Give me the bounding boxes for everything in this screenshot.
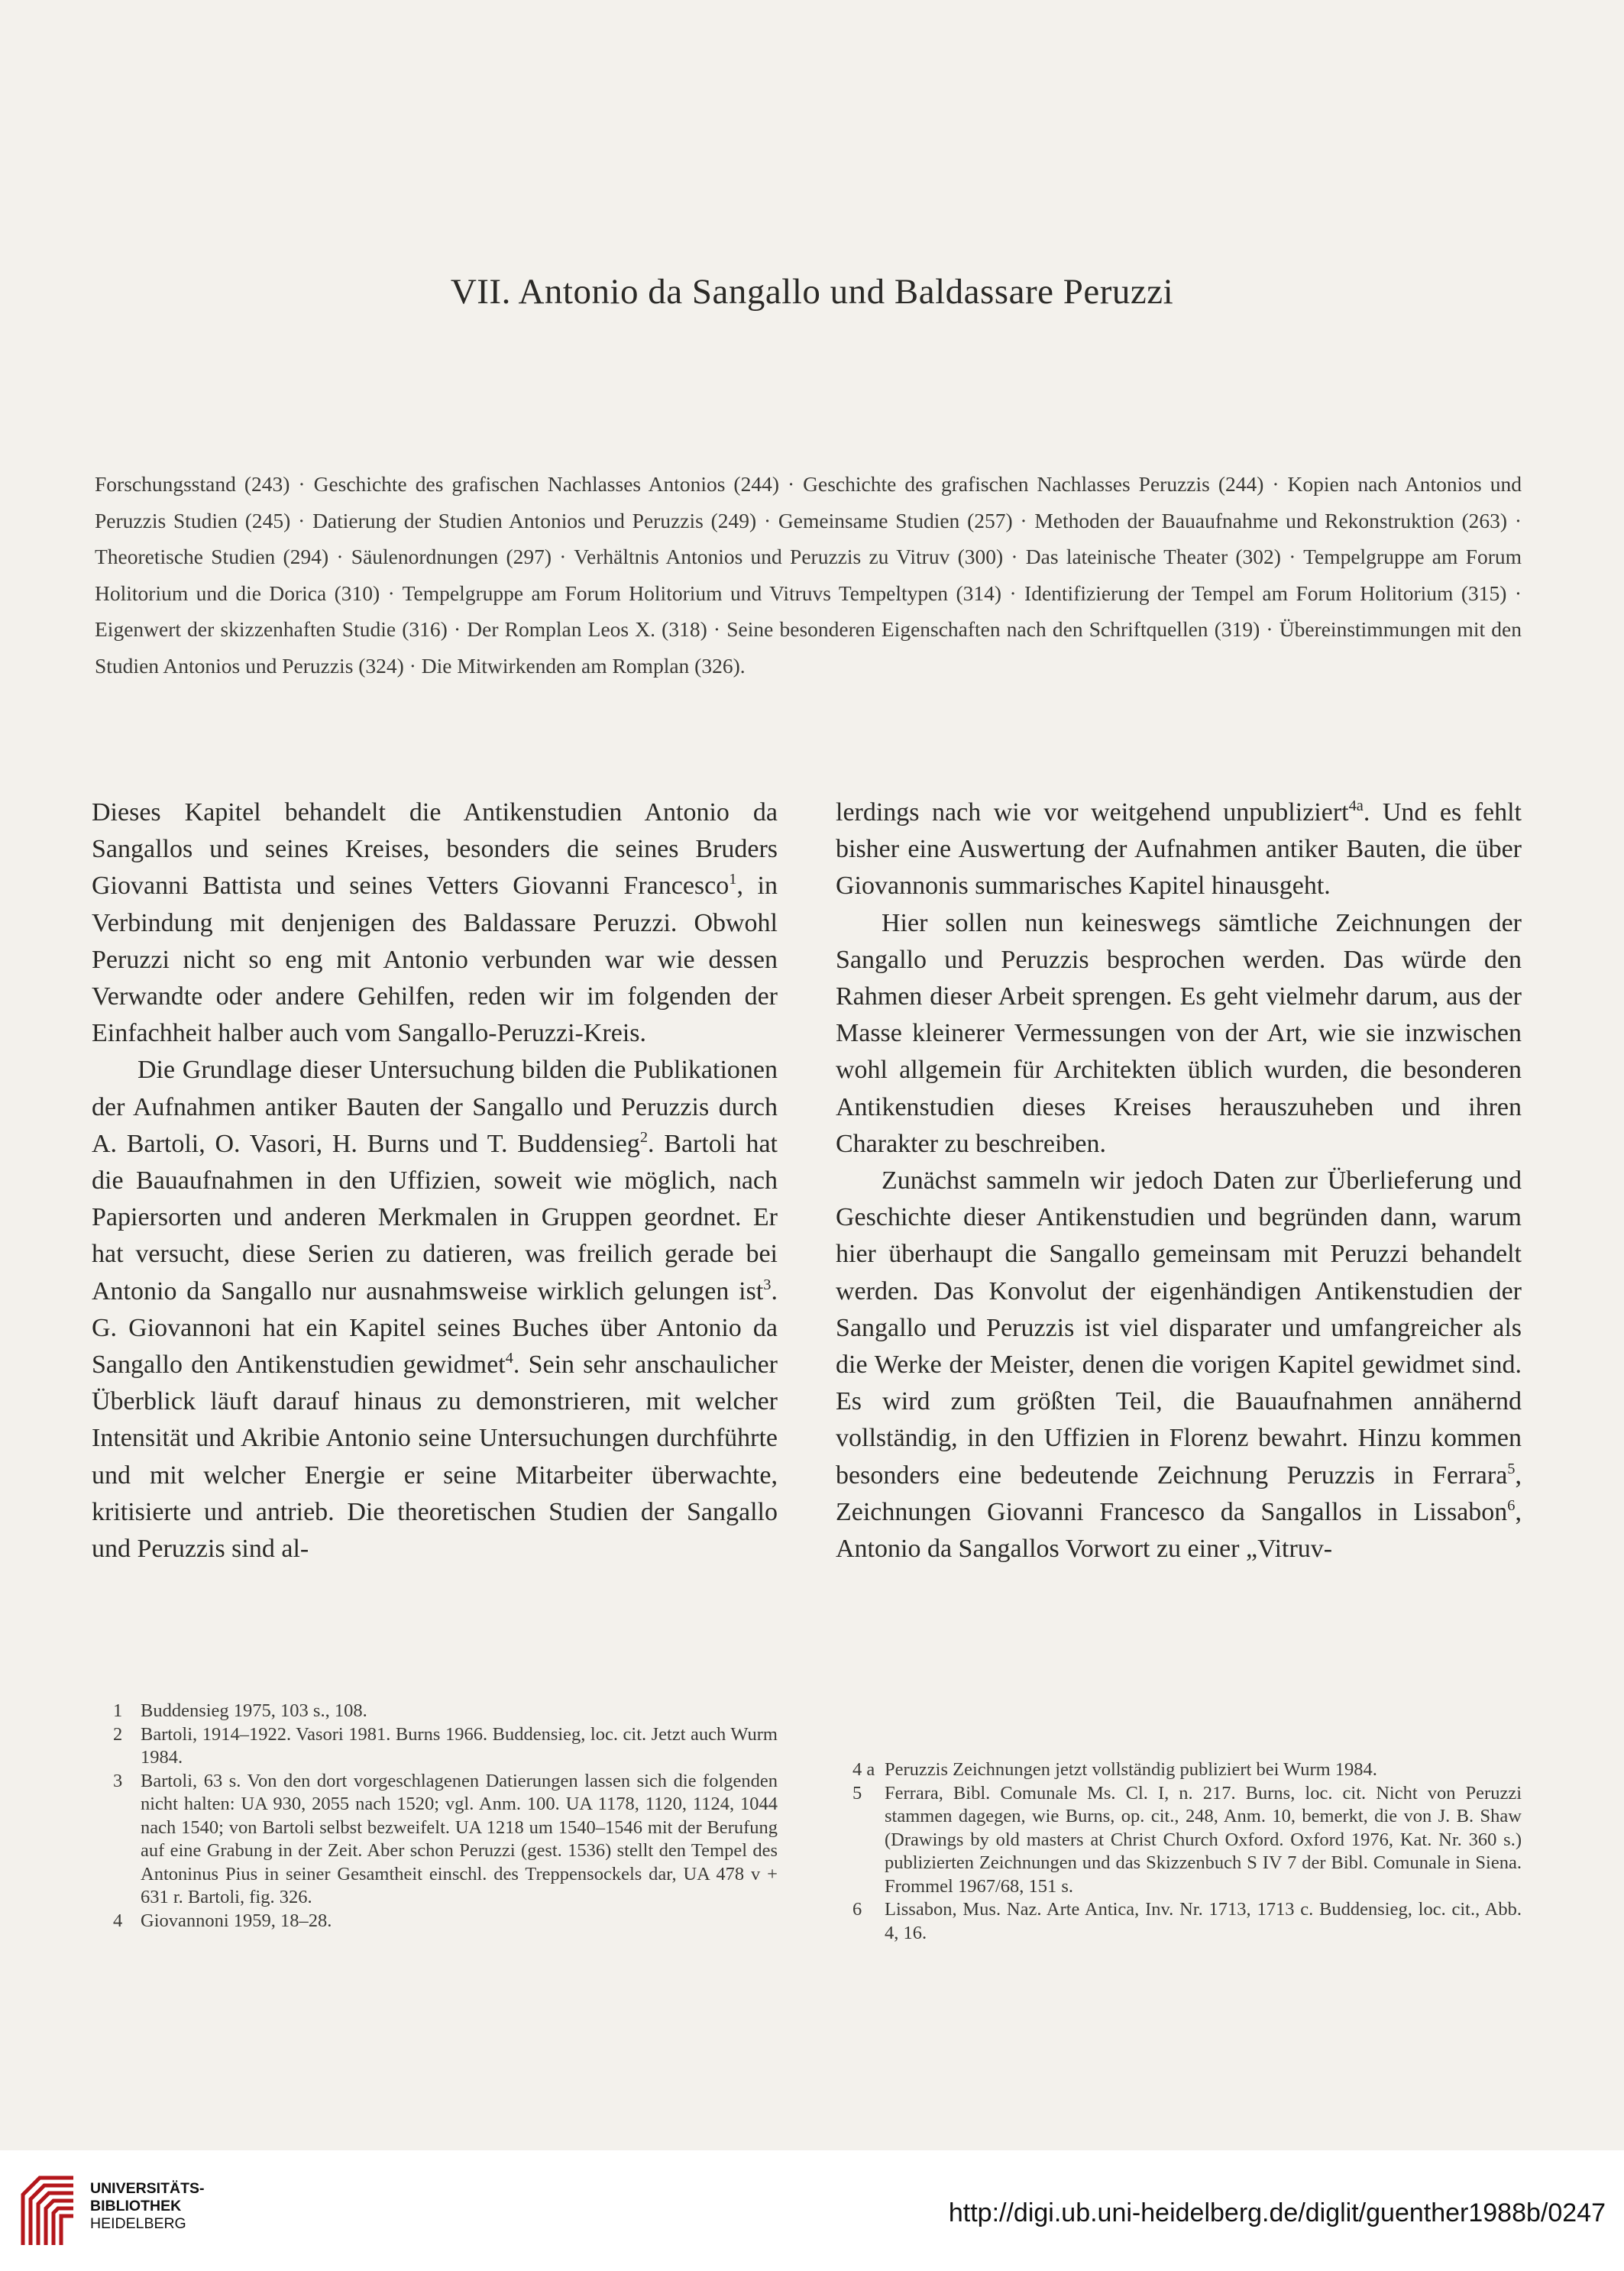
- right-text-column: [836, 794, 1522, 1567]
- university-library-logo-icon[interactable]: [17, 2166, 79, 2251]
- footnote-number: 4 a: [852, 1759, 875, 1780]
- left-text-column: [92, 794, 778, 1567]
- footnote: [92, 1700, 778, 1723]
- footnote-ref[interactable]: 3: [763, 1276, 772, 1293]
- footnote-number: 1: [113, 1700, 123, 1721]
- footnote: [92, 1910, 778, 1933]
- footnote-text: Peruzzis Zeichnungen jetzt vollständig publiziert bei Wurm 1984.: [885, 1759, 1377, 1780]
- document-url[interactable]: http://digi.ub.uni-heidelberg.de/diglit/guenther1988b/0247: [948, 2198, 1606, 2227]
- footnote: [836, 1758, 1522, 1782]
- footnote: [836, 1782, 1522, 1899]
- library-name: [90, 2180, 205, 2233]
- footnote-text: Buddensieg 1975, 103 s., 108.: [141, 1700, 367, 1721]
- paragraph: lerdings nach wie vor weitgehend unpubliziert$^{4a}$. Und es fehlt bisher eine Auswertung der Aufnahmen antiker Bauten, die über Giovannonis summarisches Kapitel hinausgeht.: [836, 797, 1522, 901]
- footnotes-right: [836, 1758, 1522, 1945]
- footnote: [92, 1723, 778, 1770]
- footnote-number: 3: [113, 1770, 123, 1791]
- footnote-number: 4: [113, 1910, 123, 1931]
- chapter-summary: Forschungsstand (243) · Geschichte des grafischen Nachlasses Antonios (244) · Geschichte des grafischen Nachlasses Peruzzis (244) · Kopien nach Antonios und Peruzzis Studien (245) · Datierung der Studien Antonios und Peruzzis (249) · Gemeinsame Studien (257) · Methoden der Bauaufnahme und Rekonstruktion (263) · Theoretische Studien (294) · Säulenordnungen (297) · Verhältnis Antonios und Peruzzis zu Vitruv (300) · Das lateinische Theater (302) · Tempelgruppe am Forum Holitorium und die Dorica (310) · Tempelgruppe am Forum Holitorium und Vitruvs Tempeltypen (314) · Identifizierung der Tempel am Forum Holitorium (315) · Eigenwert der skizzenhaften Studie (316) · Der Romplan Leos X. (318) · Seine besonderen Eigenschaften nach den Schriftquellen (319) · Übereinstimmungen mit den Studien Antonios und Peruzzis (324) · Die Mitwirkenden am Romplan (326).: [95, 472, 1522, 678]
- footnote-ref[interactable]: 4a: [1348, 797, 1364, 814]
- library-name-line: UNIVERSITÄTS-: [90, 2180, 205, 2197]
- footnote-ref[interactable]: 6: [1507, 1496, 1516, 1514]
- footnote-text: Bartoli, 63 s. Von den dort vorgeschlagenen Datierungen lassen sich die folgenden nicht halten: UA 930, 2055 nach 1520; vgl. Anm. 100. UA 1178, 1120, 1124, 1044 nach 1540; von Bartoli selbst bezweifelt. UA 1218 um 1540–1546 mit der Berufung auf eine Grabung in der Zeit. Aber schon Peruzzi (gest. 1536) stellt den Tempel des Antoninus Pius in seiner Gesamtheit einschl. des Treppensockels dar, UA 478 v + 631 r. Bartoli, fig. 326.: [141, 1770, 778, 1907]
- footnotes-left: [92, 1700, 778, 1933]
- footnote-text: Ferrara, Bibl. Comunale Ms. Cl. I, n. 217. Burns, loc. cit. Nicht von Peruzzi stammen dagegen, wie Burns, op. cit., 248, Anm. 10, bemerkt, die von J. B. Shaw (Drawings by old masters at Christ Church Oxford. Oxford 1976, Kat. Nr. 360 s.) publizierten Zeichnungen und das Skizzenbuch S IV 7 der Bibl. Comunale in Siena. Frommel 1967/68, 151 s.: [885, 1782, 1522, 1897]
- paragraph: Die Grundlage dieser Untersuchung bilden die Publikationen der Aufnahmen antiker Bauten der Sangallo und Peruzzis durch A. Bartoli, O. Vasori, H. Burns und T. Buddensieg$^2$. Bartoli hat die Bauaufnahmen in den Uffizien, soweit wie möglich, nach Papiersorten und anderen Merkmalen in Gruppen geordnet. Er hat versucht, diese Serien zu datieren, was freilich gerade bei Antonio da Sangallo nur ausnahmsweise wirklich gelungen ist$^3$. G. Giovannoni hat ein Kapitel seines Buches über Antonio da Sangallo den Antikenstudien gewidmet$^4$. Sein sehr anschaulicher Überblick läuft darauf hinaus zu demonstrieren, mit welcher Intensität und Akribie Antonio seine Untersuchungen durchführte und mit welcher Energie er seine Mitarbeiter überwachte, kritisierte und antrieb. Die theoretischen Studien der Sangallo und Peruzzis sind al-: [92, 1056, 778, 1564]
- paragraph: Zunächst sammeln wir jedoch Daten zur Überlieferung und Geschichte dieser Antikenstudien und begründen dann, warum hier überhaupt die Sangallo gemeinsam mit Peruzzi behandelt werden. Das Konvolut der eigenhändigen Antikenstudien der Sangallo und Peruzzis ist viel disparater und umfangreicher als die Werke der Meister, denen die vorigen Kapitel gewidmet sind. Es wird zum größten Teil, die Bauaufnahmen annähernd vollständig, in den Uffizien in Florenz bewahrt. Hinzu kommen besonders eine bedeutende Zeichnung Peruzzis in Ferrara$^5$, Zeichnungen Giovanni Francesco da Sangallos in Lissabon$^6$, Antonio da Sangallos Vorwort zu einer „Vitruv-: [836, 1166, 1522, 1564]
- footnote-ref[interactable]: 5: [1507, 1460, 1516, 1477]
- footnote-text: Bartoli, 1914–1922. Vasori 1981. Burns 1966. Buddensieg, loc. cit. Jetzt auch Wurm 1984.: [141, 1723, 778, 1768]
- footnote-ref[interactable]: 4: [505, 1349, 513, 1367]
- footnote-number: 5: [852, 1782, 862, 1804]
- paragraph: Dieses Kapitel behandelt die Antikenstudien Antonio da Sangallos und seines Kreises, besonders die seines Bruders Giovanni Battista und seines Vetters Giovanni Francesco$^1$, in Verbindung mit denjenigen des Baldassare Peruzzi. Obwohl Peruzzi nicht so eng mit Antonio verbunden war wie dessen Verwandte oder andere Gehilfen, reden wir im folgenden der Einfachheit halber auch vom Sangallo-Peruzzi-Kreis.: [92, 798, 778, 1048]
- footnote: [836, 1898, 1522, 1945]
- library-name-line: HEIDELBERG: [90, 2215, 186, 2232]
- library-name-line: BIBLIOTHEK: [90, 2198, 182, 2214]
- footnote: [92, 1770, 778, 1910]
- footnote-text: Giovannoni 1959, 18–28.: [141, 1910, 332, 1931]
- paragraph: Hier sollen nun keineswegs sämtliche Zeichnungen der Sangallo und Peruzzis besprochen werden. Das würde den Rahmen dieser Arbeit sprengen. Es geht vielmehr darum, aus der Masse kleinerer Vermessungen von der Art, wie sie inzwischen wohl allgemein für Architekten üblich wurden, die besonderen Antikenstudien dieses Kreises herauszuheben und ihren Charakter zu beschreiben.: [836, 908, 1522, 1158]
- footnote-ref[interactable]: 1: [729, 871, 737, 888]
- footnote-text: Lissabon, Mus. Naz. Arte Antica, Inv. Nr. 1713, 1713 c. Buddensieg, loc. cit., Abb. 4, 16.: [885, 1899, 1522, 1943]
- footnote-ref[interactable]: 2: [639, 1128, 649, 1146]
- footnote-number: 6: [852, 1899, 862, 1920]
- footnote-number: 2: [113, 1723, 123, 1745]
- chapter-title: VII. Antonio da Sangallo und Baldassare Peruzzi: [450, 272, 1174, 312]
